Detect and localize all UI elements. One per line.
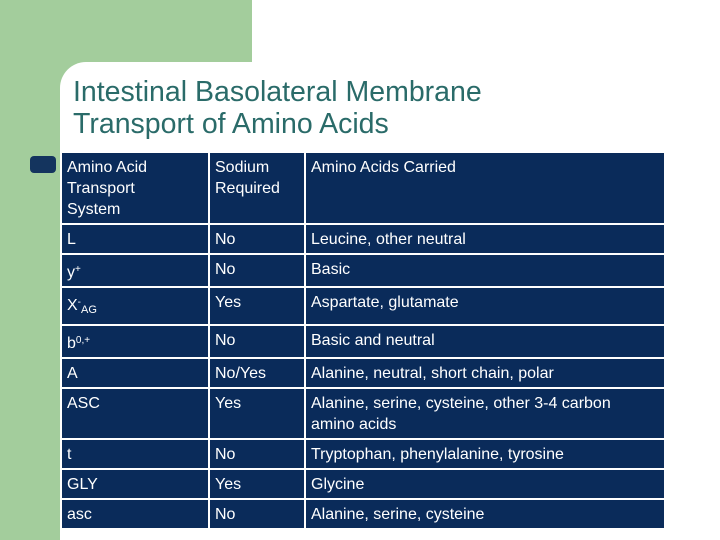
cell-sodium: No [210, 500, 304, 528]
amino-acid-transport-table [60, 151, 666, 530]
cell-carried: Basic [306, 255, 664, 286]
cell-system: A [62, 359, 208, 387]
cell-carried: Alanine, serine, cysteine [306, 500, 664, 528]
cell-carried: Tryptophan, phenylalanine, tyrosine [306, 440, 664, 468]
cell-sodium: No/Yes [210, 359, 304, 387]
cell-system: t [62, 440, 208, 468]
slide-title [73, 76, 482, 140]
table-row [62, 255, 664, 286]
table-row [62, 470, 664, 498]
header-amino-acids-carried: Amino Acids Carried [306, 153, 664, 223]
header-sodium-required: Sodium Required [210, 153, 304, 223]
cell-sodium: Yes [210, 288, 304, 324]
table-row [62, 359, 664, 387]
table-header-row [62, 153, 664, 223]
cell-system: $b^{0,+}$ [62, 326, 208, 357]
cell-carried: Basic and neutral [306, 326, 664, 357]
cell-system: GLY [62, 470, 208, 498]
slide-title-line-1: Intestinal Basolateral Membrane [73, 76, 482, 108]
table-row [62, 225, 664, 253]
cell-sodium: No [210, 225, 304, 253]
cell-sodium: Yes [210, 389, 304, 438]
cell-system: $X^-_{AG}$ [62, 288, 208, 324]
header-transport-system: Amino Acid Transport System [62, 153, 208, 223]
cell-carried: Alanine, neutral, short chain, polar [306, 359, 664, 387]
cell-system: asc [62, 500, 208, 528]
cell-system: ASC [62, 389, 208, 438]
slide-title-line-2: Transport of Amino Acids [73, 108, 389, 140]
cell-carried: Alanine, serine, cysteine, other 3-4 carbon amino acids [306, 389, 664, 438]
table-row [62, 500, 664, 528]
cell-system: y+ [62, 255, 208, 286]
table-row [62, 389, 664, 438]
cell-system: L [62, 225, 208, 253]
table-row [62, 440, 664, 468]
table-row [62, 326, 664, 357]
cell-sodium: Yes [210, 470, 304, 498]
cell-sodium: No [210, 326, 304, 357]
table-row [62, 288, 664, 324]
cell-carried: Leucine, other neutral [306, 225, 664, 253]
bullet-marker [30, 156, 56, 173]
cell-carried: Glycine [306, 470, 664, 498]
cell-carried: Aspartate, glutamate [306, 288, 664, 324]
cell-sodium: No [210, 255, 304, 286]
cell-sodium: No [210, 440, 304, 468]
